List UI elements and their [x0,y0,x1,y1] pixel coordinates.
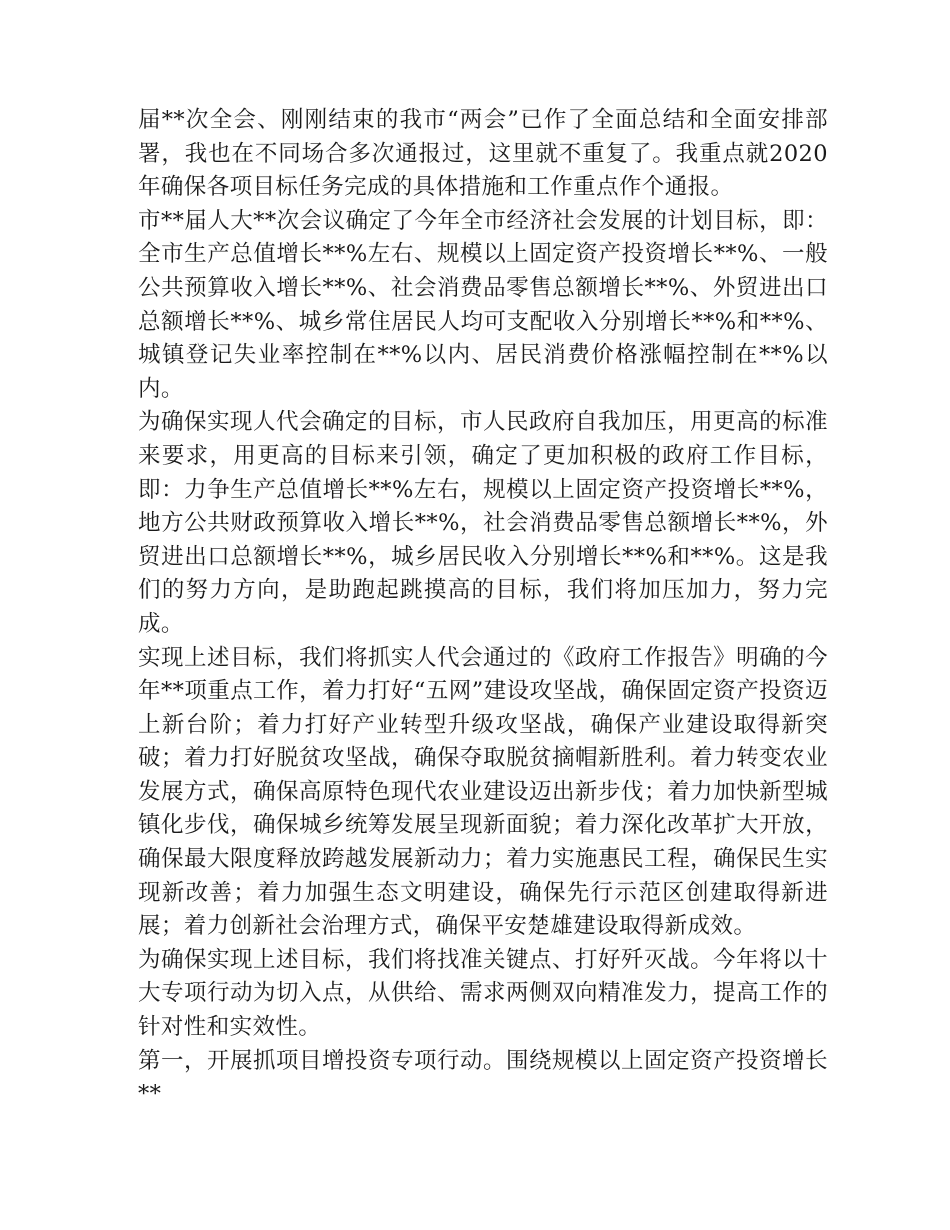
paragraph-3: 为确保实现人代会确定的目标，市人民政府自我加压，用更高的标准来要求，用更高的目标来引领，确定了更加积极的政府工作目标，即：力争生产总值增长**%左右，规模以上固定资产投资增长**%，地方公共财政预算收入增长**%，社会消费品零售总额增长**%，外贸进出口总额增长**%，城乡居民收入分别增长**%和**%。这是我们的努力方向，是助跑起跳摸高的目标，我们将加压加力，努力完成。 [138,409,828,637]
paragraph-4: 实现上述目标，我们将抓实人代会通过的《政府工作报告》明确的今年**项重点工作，着力打好“五网”建设攻坚战，确保固定资产投资迈上新台阶；着力打好产业转型升级攻坚战，确保产业建设取得新突破；着力打好脱贫攻坚战，确保夺取脱贫摘帽新胜利。着力转变农业发展方式，确保高原特色现代农业建设迈出新步伐；着力加快新型城镇化步伐，确保城乡统筹发展呈现新面貌；着力深化改革扩大开放，确保最大限度释放跨越发展新动力；着力实施惠民工程，确保民生实现新改善；着力加强生态文明建设，确保先行示范区创建取得新进展；着力创新社会治理方式，确保平安楚雄建设取得新成效。 [138,644,828,940]
paragraph-5: 为确保实现上述目标，我们将找准关键点、打好歼灭战。今年将以十大专项行动为切入点，从供给、需求两侧双向精准发力，提高工作的针对性和实效性。 [138,946,828,1041]
paragraph-2: 市**届人大**次会议确定了今年全市经济社会发展的计划目标，即：全市生产总值增长**%左右、规模以上固定资产投资增长**%、一般公共预算收入增长**%、社会消费品零售总额增长**%、外贸进出口总额增长**%、城乡常住居民人均可支配收入分别增长**%和**%、城镇登记失业率控制在**%以内、居民消费价格涨幅控制在**%以内。 [138,207,828,402]
document-page [138,104,828,1112]
paragraph-6: 第一，开展抓项目增投资专项行动。围绕规模以上固定资产投资增长** [138,1047,828,1108]
paragraph-1: 届**次全会、刚刚结束的我市“两会”已作了全面总结和全面安排部署，我也在不同场合多次通报过，这里就不重复了。我重点就2020年确保各项目标任务完成的具体措施和工作重点作个通报。 [138,107,828,201]
